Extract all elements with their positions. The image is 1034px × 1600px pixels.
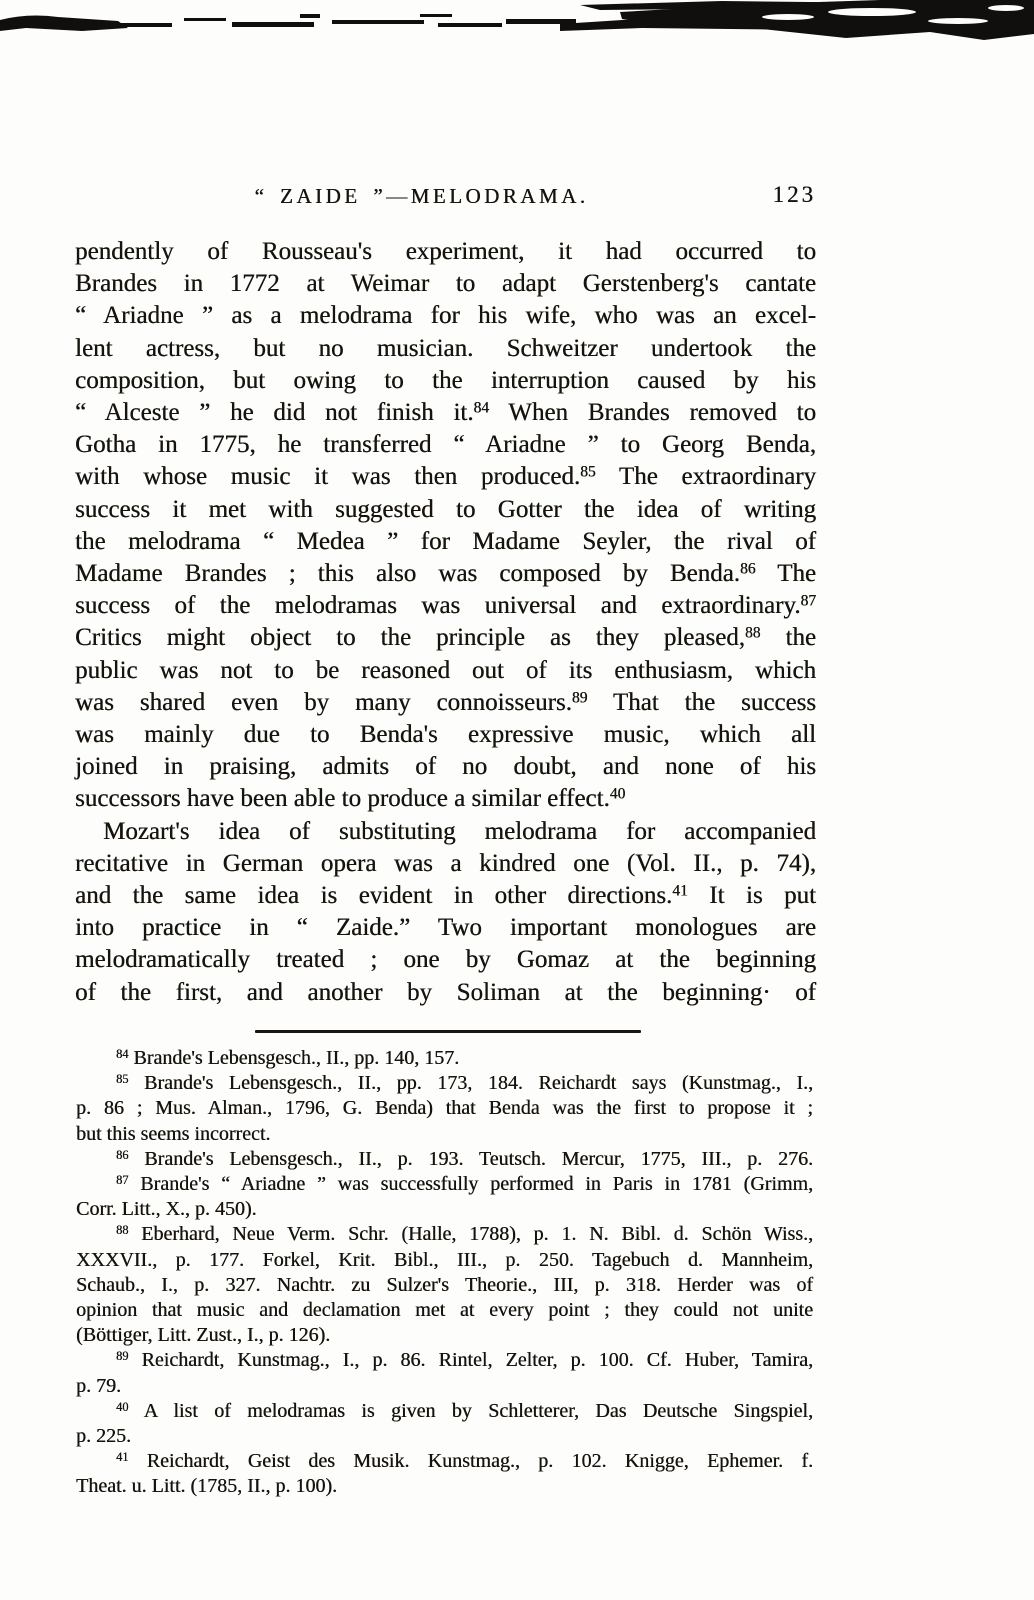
footnote-line: $^{89}$ Reichardt, Kunstmag., I., p. 86. Rintel, Zelter, p. 100. Cf. Huber, Tamira,	[116, 1349, 813, 1372]
footnote-line: XXXVII., p. 177. Forkel, Krit. Bibl., III., p. 250. Tagebuch d. Mannheim,	[76, 1248, 813, 1271]
body-line: “ Alceste ” he did not finish it.$^{84}$ When Brandes removed to	[75, 399, 816, 427]
body-line: lent actress, but no musician. Schweitzer undertook the	[75, 334, 816, 362]
body-line: successors have been able to produce a similar effect.$^{40}$	[75, 785, 626, 813]
body-line: Madame Brandes ; this also was composed by Benda.$^{86}$ The	[75, 560, 816, 588]
body-line: public was not to be reasoned out of its enthusiasm, which	[75, 656, 816, 684]
footnote-ref: 87	[116, 1172, 129, 1187]
footnote-ref: 84	[116, 1046, 129, 1061]
body-text	[75, 236, 816, 1009]
body-line: and the same idea is evident in other directions.$^{41}$ It is put	[75, 882, 816, 910]
body-line: was shared even by many connoisseurs.$^{89}$ That the success	[75, 688, 816, 716]
footnote-line: p. 225.	[76, 1425, 131, 1448]
footnote-ref: 89	[571, 689, 588, 707]
body-line: Brandes in 1772 at Weimar to adapt Gerstenberg's cantate	[75, 270, 816, 298]
footnote-line: Corr. Litt., X., p. 450).	[76, 1198, 257, 1221]
running-head	[75, 184, 816, 214]
body-line: Gotha in 1775, he transferred “ Ariadne ” to Georg Benda,	[75, 431, 816, 459]
footnote-line: Theat. u. Litt. (1785, II., p. 100).	[76, 1475, 338, 1498]
body-line: Mozart's idea of substituting melodrama for accompanied	[103, 817, 816, 845]
body-line: composition, but owing to the interruption caused by his	[75, 366, 816, 394]
body-line: success of the melodramas was universal and extraordinary.$^{87}$	[75, 592, 816, 620]
footnote-line: $^{41}$ Reichardt, Geist des Musik. Kunstmag., p. 102. Knigge, Ephemer. f.	[116, 1450, 813, 1473]
footnote-ref: 86	[739, 560, 756, 578]
footnote-ref: 40	[609, 785, 626, 803]
body-line: was mainly due to Benda's expressive music, which all	[75, 721, 816, 749]
footnote-line: $^{87}$ Brande's “ Ariadne ” was successfully performed in Paris in 1781 (Grimm,	[116, 1172, 813, 1196]
body-line: joined in praising, admits of no doubt, and none of his	[75, 753, 816, 781]
running-head-title: “ ZAIDE ”—MELODRAMA.	[254, 184, 589, 208]
footnote-ref: 89	[116, 1349, 129, 1364]
footnote-ref: 86	[116, 1147, 129, 1162]
footnote-ref: 87	[800, 592, 816, 610]
footnote-ref: 88	[744, 624, 761, 642]
body-line: Critics might object to the principle as they pleased,$^{88}$ the	[75, 624, 816, 652]
footnote-separator	[255, 1030, 641, 1033]
body-line: recitative in German opera was a kindred one (Vol. II., p. 74),	[75, 849, 816, 877]
footnote-ref: 85	[580, 463, 596, 481]
body-line: with whose music it was then produced.$^{85}$ The extraordinary	[75, 463, 817, 491]
footnotes	[76, 1046, 813, 1500]
footnote-ref: 41	[672, 882, 688, 900]
footnote-ref: 84	[473, 399, 489, 417]
footnote-ref: 40	[116, 1399, 129, 1414]
footnote-line: $^{86}$ Brande's Lebensgesch., II., p. 193. Teutsch. Mercur, 1775, III., p. 276.	[116, 1147, 813, 1170]
footnote-line: $^{88}$ Eberhard, Neue Verm. Schr. (Halle, 1788), p. 1. N. Bibl. d. Schön Wiss.,	[116, 1223, 813, 1246]
body-line: the melodrama “ Medea ” for Madame Seyler, the rival of	[75, 527, 816, 555]
body-line: success it met with suggested to Gotter the idea of writing	[75, 495, 816, 523]
footnote-line: but this seems incorrect.	[76, 1122, 271, 1145]
scan-edge-artifact	[0, 0, 1034, 46]
footnote-line: (Böttiger, Litt. Zust., I., p. 126).	[76, 1324, 331, 1347]
body-line: of the first, and another by Soliman at the beginning· of	[75, 978, 816, 1006]
footnote-line: p. 86 ; Mus. Alman., 1796, G. Benda) that Benda was the first to propose it ;	[76, 1097, 813, 1120]
body-line: pendently of Rousseau's experiment, it had occurred to	[75, 238, 816, 265]
body-line: into practice in “ Zaide.” Two important monologues are	[75, 914, 816, 942]
footnote-line: $^{84}$ Brande's Lebensgesch., II., pp. 140, 157.	[116, 1046, 460, 1069]
footnote-line: $^{40}$ A list of melodramas is given by Schletterer, Das Deutsche Singspiel,	[116, 1399, 813, 1422]
body-line: “ Ariadne ” as a melodrama for his wife, who was an excel-	[75, 302, 816, 330]
footnote-line: p. 79.	[76, 1374, 121, 1397]
footnote-ref: 85	[116, 1072, 129, 1087]
footnote-ref: 41	[116, 1450, 129, 1465]
body-line: melodramatically treated ; one by Gomaz at the beginning	[75, 946, 816, 974]
footnote-line: $^{85}$ Brande's Lebensgesch., II., pp. 173, 184. Reichardt says (Kunstmag., I.,	[116, 1072, 813, 1095]
page-number: 123	[772, 182, 816, 207]
footnote-line: Schaub., I., p. 327. Nachtr. zu Sulzer's Theorie., III, p. 318. Herder was of	[76, 1273, 813, 1296]
footnote-line: opinion that music and declamation met at every point ; they could not unite	[76, 1299, 813, 1322]
footnote-ref: 88	[116, 1223, 129, 1238]
